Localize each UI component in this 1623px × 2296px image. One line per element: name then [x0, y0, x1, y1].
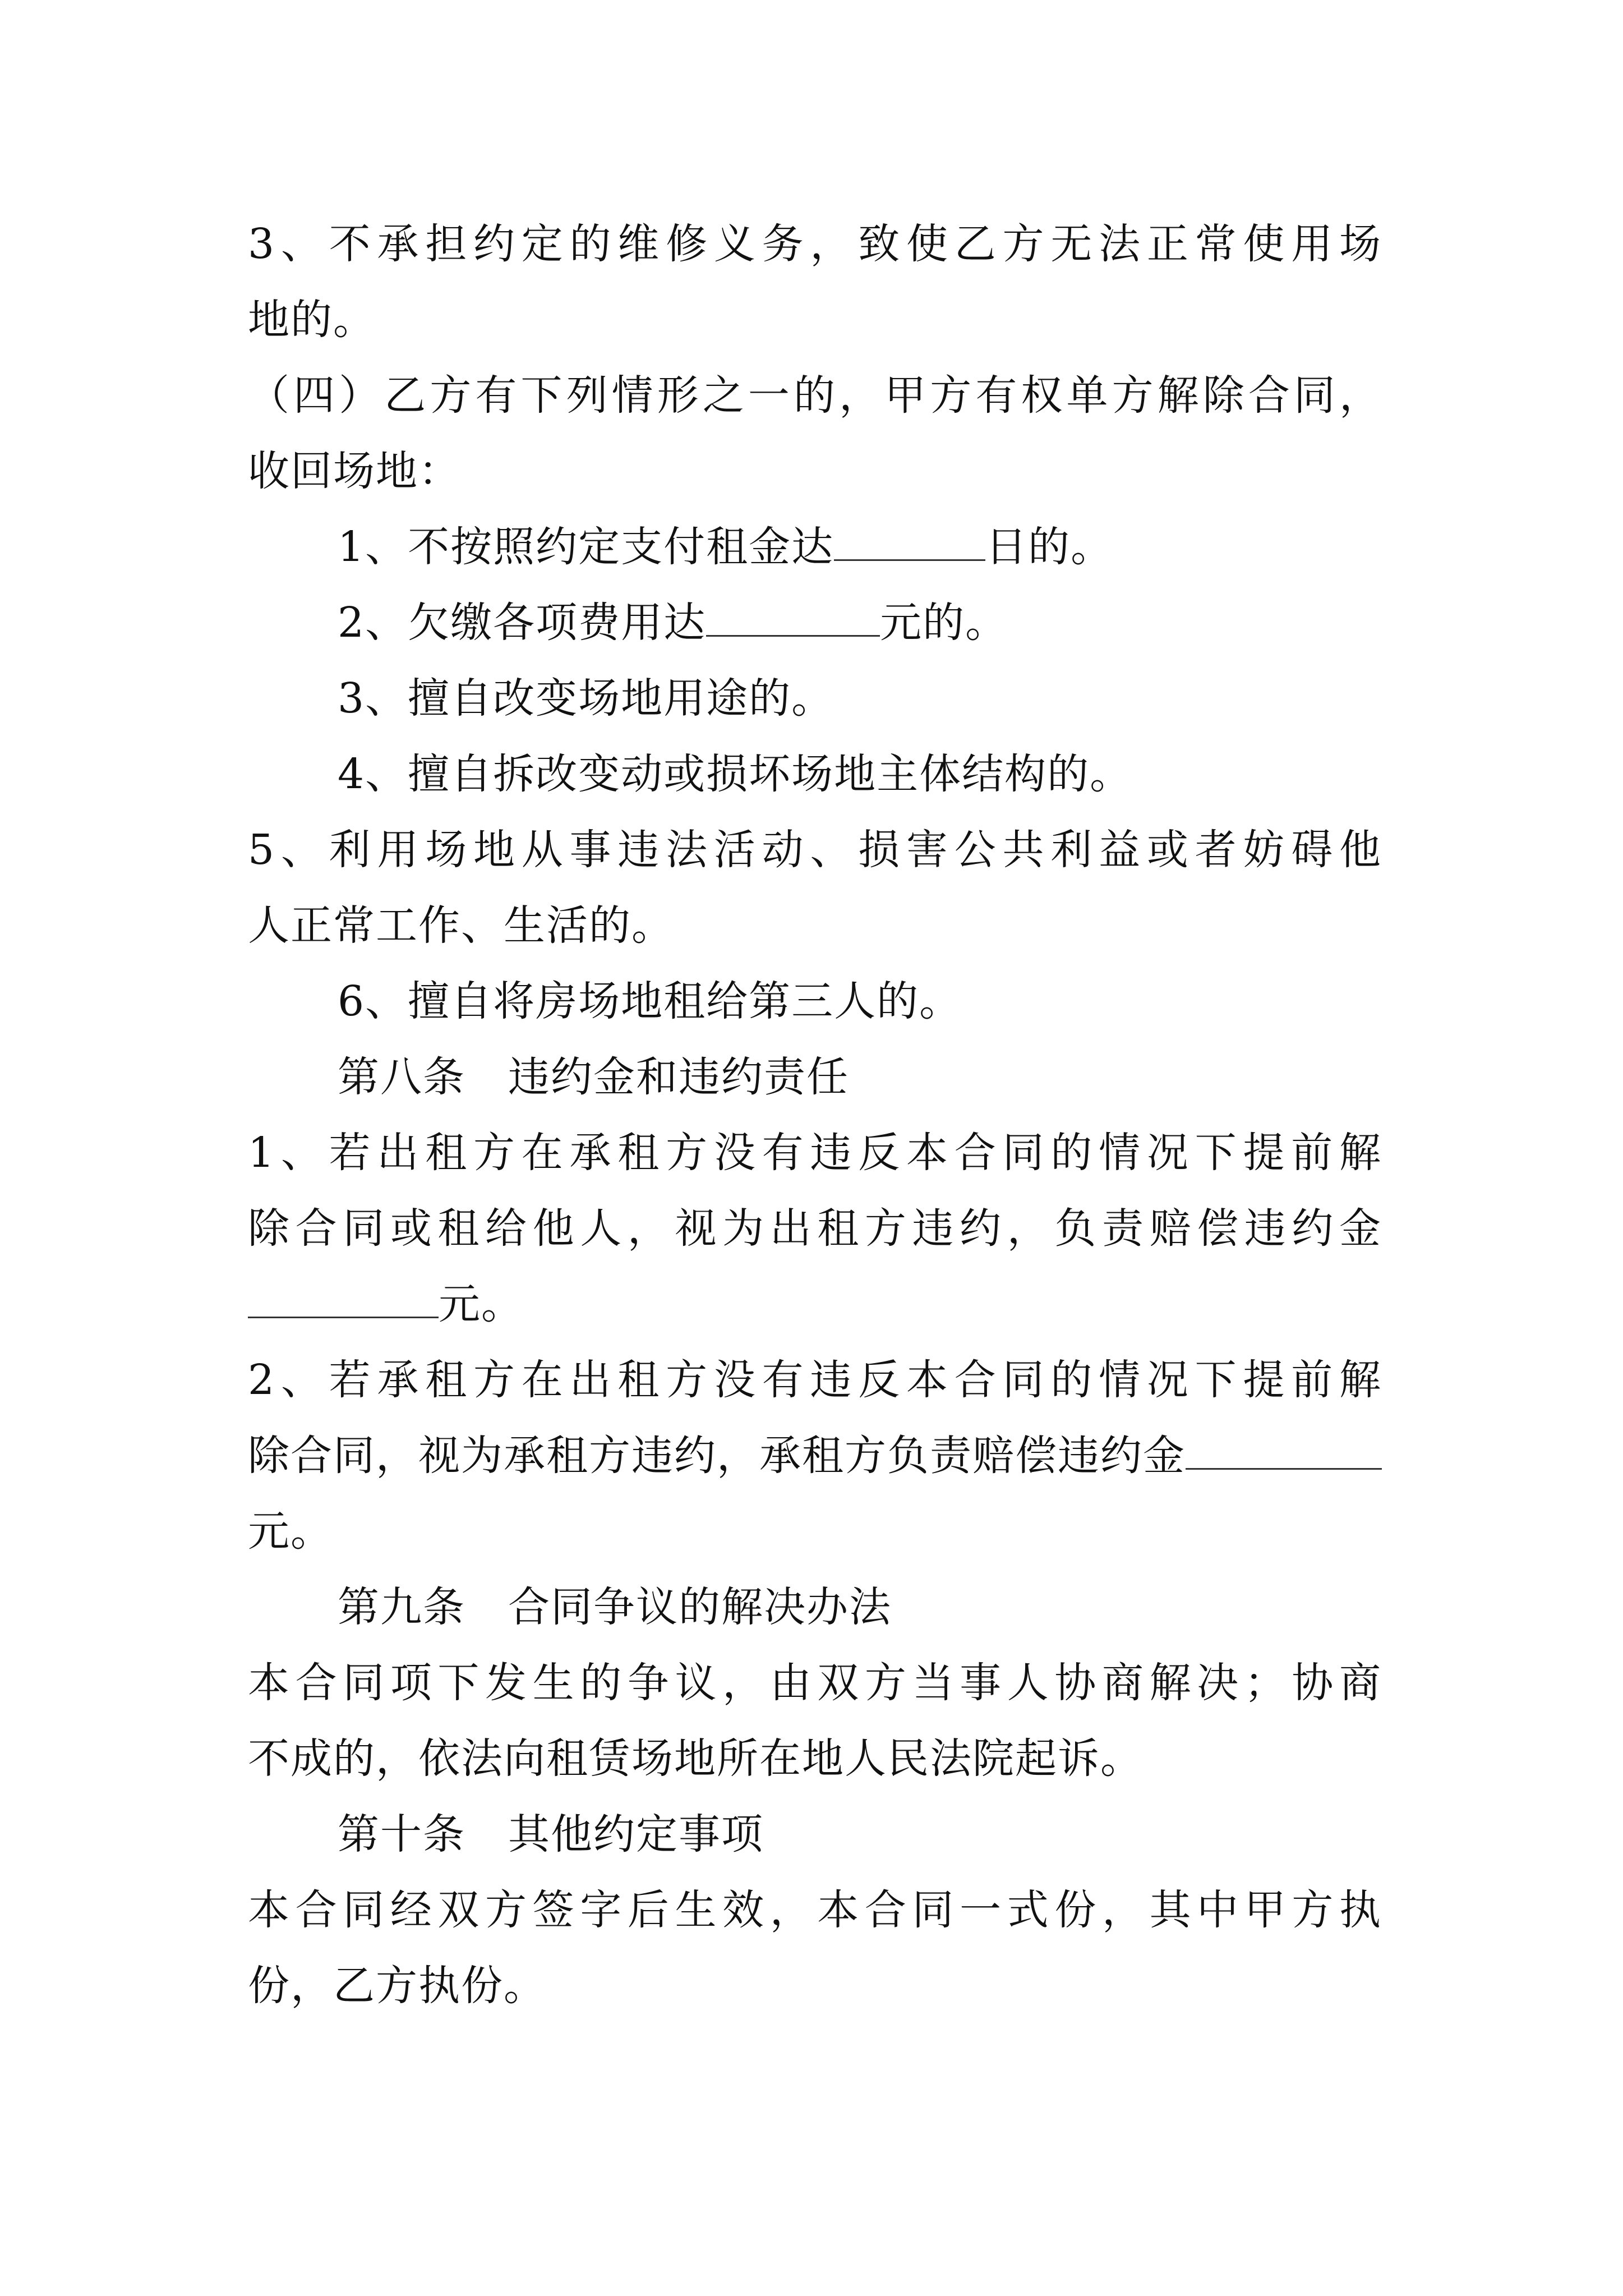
paragraph-line: 本合同经双方签字后生效，本合同一式份，其中甲方执	[248, 1886, 1381, 1934]
line-text: 元。	[439, 1280, 524, 1328]
paragraph-line: 3、不承担约定的维修义务，致使乙方无法正常使用场	[248, 220, 1381, 268]
paragraph-line	[248, 1425, 1382, 1487]
paragraph-line: 2、若承租方在出租方没有违反本合同的情况下提前解	[248, 1356, 1381, 1404]
paragraph-line: 本合同项下发生的争议，由双方当事人协商解决；协商	[248, 1659, 1381, 1707]
paragraph-line: 5、利用场地从事违法活动、损害公共利益或者妨碍他	[248, 826, 1381, 874]
paragraph-line: 收回场地：	[248, 447, 461, 495]
paragraph-line: 人正常工作、生活的。	[248, 901, 674, 950]
paragraph-line: 除合同或租给他人，视为出租方违约，负责赔偿违约金	[248, 1204, 1381, 1253]
section-heading: 第九条 合同争议的解决办法	[338, 1583, 892, 1631]
paragraph-line	[248, 1273, 524, 1335]
paragraph-line: 3、擅自改变场地用途的。	[338, 674, 834, 723]
paragraph-line: （四）乙方有下列情形之一的，甲方有权单方解除合同，	[248, 371, 1381, 420]
paragraph-line: 1、若出租方在承租方没有违反本合同的情况下提前解	[248, 1129, 1381, 1177]
line-text: 1、不按照约定支付租金达	[338, 523, 834, 571]
paragraph-line: 4、擅自拆改变动或损坏场地主体结构的。	[338, 750, 1133, 798]
paragraph-line: 6、擅自将房场地租给第三人的。	[338, 977, 962, 1025]
paragraph-line: 元。	[248, 1507, 333, 1556]
line-text: 2、欠缴各项费用达	[338, 599, 707, 647]
section-heading: 第十条 其他约定事项	[338, 1810, 764, 1858]
paragraph-line	[338, 516, 1113, 578]
fill-in-blank	[1186, 1433, 1382, 1470]
paragraph-line: 不成的，依法向租赁场地所在地人民法院起诉。	[248, 1734, 1143, 1783]
paragraph-line: 份，乙方执份。	[248, 1962, 546, 2010]
section-heading: 第八条 违约金和违约责任	[338, 1053, 849, 1101]
fill-in-blank	[834, 524, 985, 561]
paragraph-line: 地的。	[248, 296, 376, 344]
fill-in-blank	[706, 600, 880, 637]
paragraph-line	[338, 592, 1008, 654]
line-text: 除合同，视为承租方违约，承租方负责赔偿违约金	[248, 1432, 1186, 1480]
line-text: 元的。	[880, 599, 1008, 647]
line-text: 日的。	[985, 523, 1114, 571]
fill-in-blank	[248, 1282, 439, 1318]
